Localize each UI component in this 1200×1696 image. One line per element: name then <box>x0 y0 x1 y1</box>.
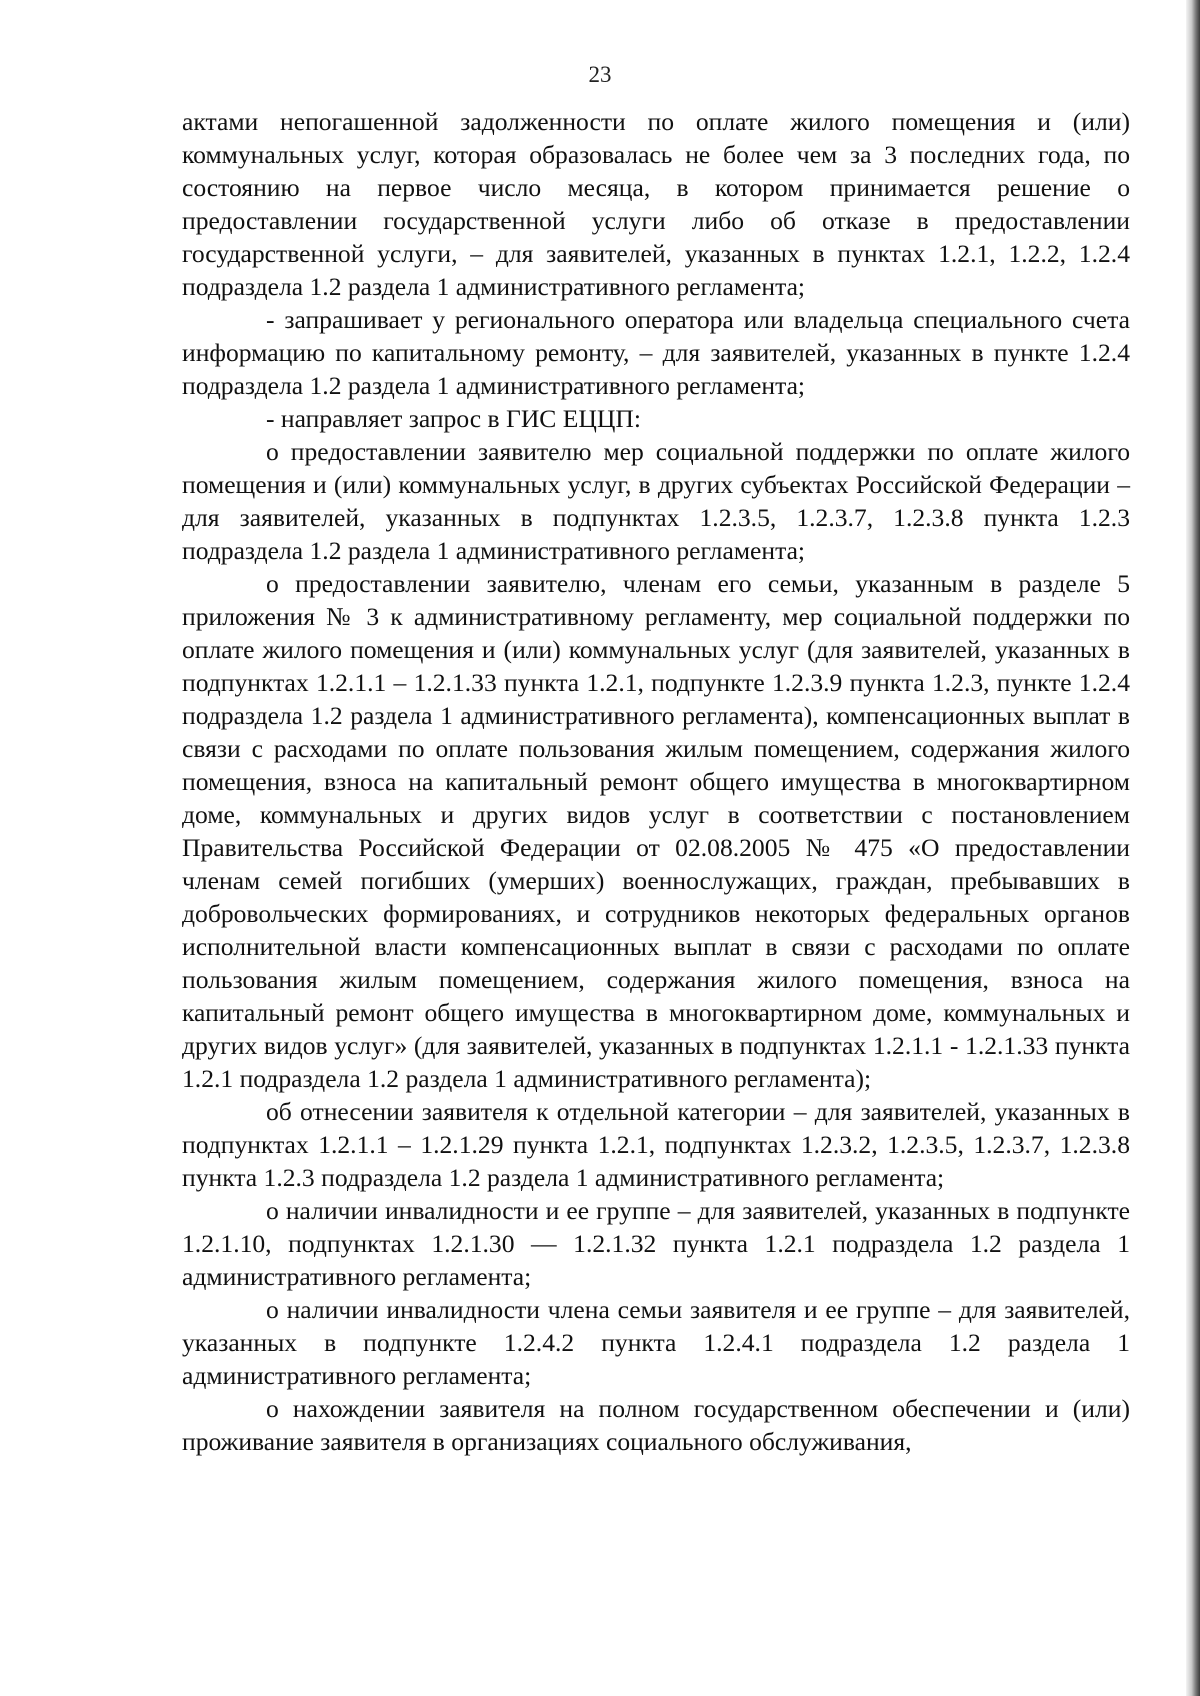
paragraph-7: о наличии инвалидности и ее группе – для заявителей, указанных в подпункте 1.2.1.10, подпунктах 1.2.1.30 — 1.2.1.32 пункта 1.2.1 подраздела 1.2 раздела 1 административного регламента; <box>182 1196 1130 1291</box>
paragraph-4: о предоставлении заявителю мер социальной поддержки по оплате жилого помещения и (или) коммунальных услуг, в других субъектах Российской Федерации – для заявителей, указанных в подпунктах 1.2.3.5, 1.2.3.7, 1.2.3.8 пункта 1.2.3 подраздела 1.2 раздела 1 административного регламента; <box>182 437 1130 565</box>
document-body <box>182 105 1130 1458</box>
paragraph-8: о наличии инвалидности члена семьи заявителя и ее группе – для заявителей, указанных в подпункте 1.2.4.2 пункта 1.2.4.1 подраздела 1.2 раздела 1 административного регламента; <box>182 1295 1130 1390</box>
paragraph-2: - запрашивает у регионального оператора или владельца специального счета информацию по капитальному ремонту, – для заявителей, указанных в пункте 1.2.4 подраздела 1.2 раздела 1 административного регламента; <box>182 305 1130 400</box>
paragraph-6: об отнесении заявителя к отдельной категории – для заявителей, указанных в подпунктах 1.2.1.1 – 1.2.1.29 пункта 1.2.1, подпунктах 1.2.3.2, 1.2.3.5, 1.2.3.7, 1.2.3.8 пункта 1.2.3 подраздела 1.2 раздела 1 административного регламента; <box>182 1097 1130 1192</box>
paragraph-9: о нахождении заявителя на полном государственном обеспечении и (или) проживание заявителя в организациях социального обслуживания, <box>182 1394 1130 1456</box>
page-number: 23 <box>588 62 612 87</box>
paragraph-3: - направляет запрос в ГИС ЕЦЦП: <box>266 404 641 433</box>
paragraph-5: о предоставлении заявителю, членам его семьи, указанным в разделе 5 приложения № 3 к административному регламенту, мер социальной поддержки по оплате жилого помещения и (или) коммунальных услуг (для заявителей, указанных в подпунктах 1.2.1.1 – 1.2.1.33 пункта 1.2.1, подпункте 1.2.3.9 пункта 1.2.3, пункте 1.2.4 подраздела 1.2 раздела 1 административного регламента), компенсационных выплат в связи с расходами по оплате пользования жилым помещением, содержания жилого помещения, взноса на капитальный ремонт общего имущества в многоквартирном доме, коммунальных и других видов услуг в соответствии с постановлением Правительства Российской Федерации от 02.08.2005 № 475 «О предоставлении членам семей погибших (умерших) военнослужащих, граждан, пребывавших в добровольческих формированиях, и сотрудников некоторых федеральных органов исполнительной власти компенсационных выплат в связи с расходами по оплате пользования жилым помещением, содержания жилого помещения, взноса на капитальный ремонт общего имущества в многоквартирном доме, коммунальных и других видов услуг» (для заявителей, указанных в подпунктах 1.2.1.1 - 1.2.1.33 пункта 1.2.1 подраздела 1.2 раздела 1 административного регламента); <box>182 569 1130 1093</box>
scan-edge-shadow <box>1186 0 1200 1696</box>
paragraph-1: актами непогашенной задолженности по оплате жилого помещения и (или) коммунальных услуг, которая образовалась не более чем за 3 последних года, по состоянию на первое число месяца, в котором принимается решение о предоставлении государственной услуги либо об отказе в предоставлении государственной услуги, – для заявителей, указанных в пунктах 1.2.1, 1.2.2, 1.2.4 подраздела 1.2 раздела 1 административного регламента; <box>182 107 1130 301</box>
